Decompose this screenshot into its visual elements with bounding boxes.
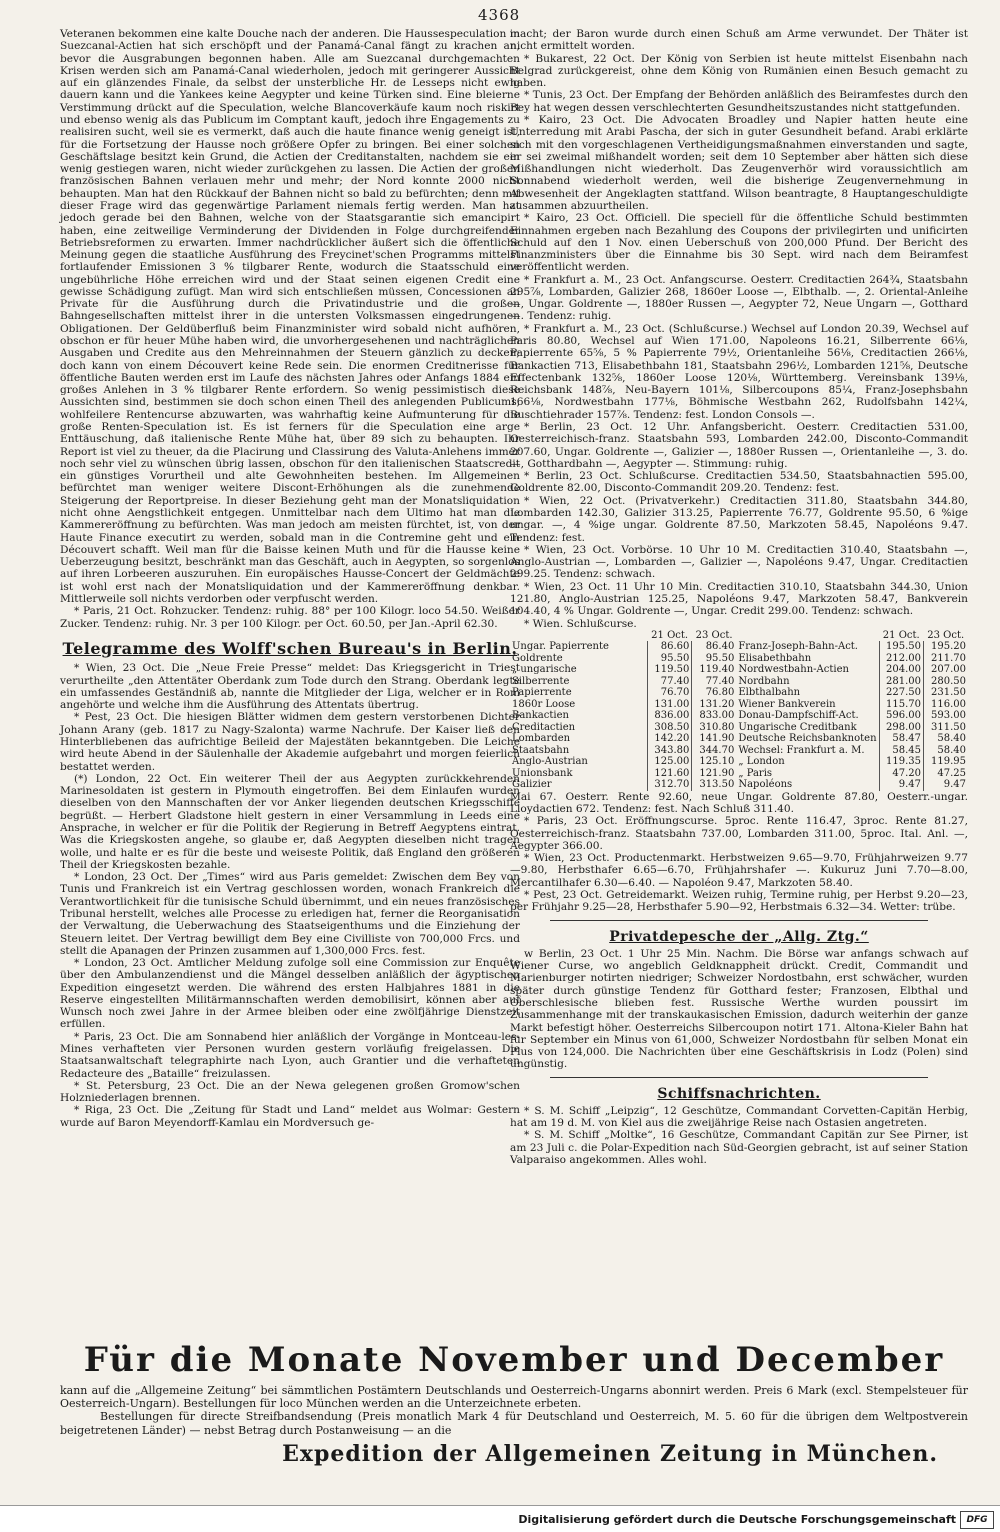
security-name: Bankactien — [512, 710, 569, 722]
date-header: 23 Oct. — [927, 629, 965, 641]
page-number: 4368 — [478, 6, 521, 24]
security-name: Papierrente — [512, 687, 572, 699]
rate-value: 58.40 — [923, 733, 968, 745]
telegram-item: * Wien, 23 Oct. Die „Neue Freie Presse“ meldet: Das Kriegsgericht in Triest verurtheilte „den Attentäter Oberdank zum Tode durch den Strang. Oberdank legte ein umfassendes Geständniß ab, nannte die Mitglieder der Liga, welcher er in Rom angehörte und welche ihm die Ausführung des Attentats übertrug. — [60, 662, 520, 712]
rate-value: 125.00 — [647, 756, 691, 768]
rate-value: 211.70 — [923, 653, 968, 665]
rate-value: 593.00 — [923, 710, 968, 722]
table-row — [510, 756, 968, 768]
divider — [550, 920, 928, 921]
publisher-signature: Expedition der Allgemeinen Zeitung in München. — [282, 1440, 938, 1467]
telegram-item: * Riga, 23 Oct. Die „Zeitung für Stadt und Land“ meldet aus Wolmar: Gestern wurde auf Baron Meyendorff-Kamlau ein Mordversuch ge- — [60, 1104, 520, 1129]
security-name: „ ungarische — [512, 664, 577, 676]
table-row — [510, 641, 968, 653]
rate-value: 281.00 — [879, 676, 923, 688]
vienna-closing-rates-table — [510, 630, 968, 791]
market-report: * Frankfurt a. M., 23 Oct. (Schlußcurse.) Wechsel auf London 20.39, Wechsel auf Paris 80.80, Wechsel auf Wien 171.00, Napoleons 16.21, Silberrente 66⅛, Papierrente 65⅝, 5 % Papierrente 79½, Orientanleihe 56⅛, Creditactien 266⅛, Bankactien 713, Elisabethbahn 181, Staatsbahn 296½, Lombarden 121⅝, Deutsche Effectenbank 132⅝, 1860er Loose 120⅛, Württemberg. Vereinsbank 139⅛, Reichsbank 148⅞, Neu-Bayern 101⅛, Silbercoupons 85¼, Franz-Josephsbahn 166⅛, Nordwestbahn 177⅛, Böhmische Westbahn 262, Rudolfsbahn 142¼, Buschtiehrader 157⅞. Tendenz: fest. London Consols —. — [510, 322, 968, 421]
rate-value: 313.50 — [692, 779, 736, 791]
rate-value: 9.47 — [879, 779, 923, 791]
table-row — [510, 664, 968, 676]
rate-value: 86.60 — [647, 641, 691, 653]
footer-text: Digitalisierung gefördert durch die Deutsche Forschungsgemeinschaft — [518, 1513, 956, 1526]
rate-value: 121.90 — [692, 768, 736, 780]
security-name: Lombarden — [512, 733, 571, 745]
right-column — [510, 28, 968, 1166]
telegrams-headline: Telegramme des Wolff'schen Bureau's in Berlin. — [62, 638, 518, 658]
rate-value: 343.80 — [647, 745, 691, 757]
rate-value: 311.50 — [923, 722, 968, 734]
rate-value: 227.50 — [879, 687, 923, 699]
rate-value: 58.47 — [879, 733, 923, 745]
notice-text — [60, 1384, 968, 1437]
rate-value: 119.95 — [923, 756, 968, 768]
notice-paragraph: Bestellungen für directe Streifbandsendung (Preis monatlich Mark 4 für Deutschland und Oesterreich, M. 5. 60 für die übrigen dem Weltpostverein beigetretenen Länder) — nebst Betrag durch Postanweisung — an die — [60, 1410, 968, 1437]
market-report: * Pest, 23 Oct. Getreidemarkt. Weizen ruhig, Termine ruhig, per Herbst 9.20—23, per Frühjahr 9.25—28, Herbsthafer 5.90—92, Herbstmais 6.32—34. Wetter: trübe. — [510, 889, 968, 914]
market-report: * Wien. Schlußcurse. — [524, 617, 637, 630]
security-name: Unionsbank — [512, 767, 573, 779]
rate-value: 119.40 — [692, 664, 736, 676]
rate-value: 58.40 — [923, 745, 968, 757]
rate-value: 280.50 — [923, 676, 968, 688]
telegram-item: * London, 23 Oct. Amtlicher Meldung zufolge soll eine Commission zur Enquête über den Ambulanzendienst und die Mängel desselben anläßlich der ägyptischen Expedition eingesetzt werden. Die während des ersten Halbjahres 1881 in die Reserve eingestellten Militärmannschaften werden demobilisirt, können aber auf Wunsch noch zwei Jahre in der Armee bleiben oder eine zwölfjährige Dienstzeit erfüllen. — [60, 957, 520, 1031]
market-report: * Frankfurt a. M., 23 Oct. Anfangscurse. Oesterr. Creditactien 264¾, Staatsbahn 295⅞, Lombarden, Galizier 268, 1860er Loose —, Elbthalb. —, 2. Oriental-Anleihe —, Ungar. Goldrente —, 1880er Russen —, Aegypter 72, Neue Ungarn —, Gotthard —. Tendenz: ruhig. — [510, 273, 968, 323]
table-row — [510, 687, 968, 699]
security-name: Franz-Joseph-Bahn-Act. — [738, 641, 858, 653]
article-paragraph: Veteranen bekommen eine kalte Douche nach der anderen. Die Haussespeculation in Suezcanal-Actien hat sich erschöpft und der Panamá-Canal fängt zu krachen an, bevor die Ausgrabungen begonnen haben. Alle am Suezcanal durchgemachten Krisen werden sich am Panamá-Canal wiederholen, jedoch mit geringerer Aussicht auf ein glänzendes Finale, da selbst der unsterbliche Hr. de Lesseps nicht ewig dauern kann und die Yankees keine Aegypter und keine Türken sind. Eine bleierne Verstimmung drückt auf die Speculation, welche Blancoverkäufe kaum noch riskirt und ebenso wenig als das Publicum im Comptant kauft, jedoch ihre Engagements zu realisiren sucht, weil sie es vermerkt, daß auch die haute finance wenig geneigt ist, für die Fortsetzung der Hausse noch größere Opfer zu bringen. Bei einer solchen Geschäftslage besitzt kein Grund, die Actien der Creditanstalten, nachdem sie ein wenig gestiegen waren, nicht wieder zurückgehen zu lassen. Die Actien der großen französischen Bahnen verlauen mehr und mehr; der Nord konnte 2000 nicht behaupten. Man hat den Rückkauf der Bahnen nicht so bald zu befürchten; denn mit dieser Frage wird das gegenwärtige Parlament niemals fertig werden. Man hat jedoch gerade bei den Bahnen, welche von der Staatsgarantie sich emancipirt haben, eine zeitweilige Verminderung der Dividenden in Folge durchgreifender Betriebsreformen zu erwarten. Immer nachdrücklicher äußert sich die öffentliche Meinung gegen die staatliche Ausführung des Freycinet'schen Programms mittelst fortlaufender Emissionen 3 % tilgbarer Rente, wodurch die Staatsschuld eine ungebührliche Höhe erreichen wird und der Staat seinen eigenen Credit eine gewisse Schädigung zufügt. Man wird sich entschließen müssen, Concessionen an Private für die Ausführung durch die Privatindustrie und die großen Bahngesellschaften mittelst ihrer in die untersten Volksmassen eingedrungenen Obligationen. Der Geldüberfluß beim Finanzminister wird sobald nicht aufhören, obschon er für heuer Mühe haben wird, die unvorhergesehenen und nachträglichen Ausgaben und Credite aus den Mehreinnahmen der Steuern gänzlich zu decken; doch kann von einem Découvert keine Rede sein. Die enormen Creditnerisse für öffentliche Bauten werden erst im Laufe des nächsten Jahres oder Anfangs 1884 ein großes Anlehen in 3 % tilgbarer Rente erfordern. So wenig pessimistisch diese Aussichten sind, bestimmen sie doch schon einen Theil des anlegenden Publicums, wohlfeilere Rentencurse abzuwarten, was wahrhaftig keine Aufmunterung für die große Renten-Speculation ist. Es ist ferners für die Speculation eine arge Enttäuschung, daß italienische Rente Mühe hat, über 89 sich zu behaupten. Ihr Report ist viel zu theuer, da die Placirung und Classirung des Valuta-Anlehens immer noch sehr viel zu wünschen übrig lassen, obschon für den italienischen Staatscredit ein günstiges Vorurtheil und alte Gewohnheiten bestehen. Im Allgemeinen befürchtet man weniger weitere Discont-Erhöhungen als die zunehmende Steigerung der Reportpreise. In dieser Beziehung geht man der Monatsliquidation nicht ohne Aengstlichkeit entgegen. Unmittelbar nach dem Ultimo hat man die Kammereröffnung zu befürchten. Was man jedoch am meisten fürchtet, ist, von der Haute Finance executirt zu werden, sobald man in die Contremine geht und ein Découvert schafft. Weil man für die Baisse keinen Muth und für die Hausse keine Ueberzeugung besitzt, beschränkt man das Geschäft, auch in Aegypten, so sorgenlos auf ihren Lorbeeren auszuruhen. Ein europäisches Hausse-Concert der Geldmächte ist wohl erst nach der Monatsliquidation und der Kammereröffnung denkbar. Mittlerweile soll nichts verdorben oder verpfuscht werden. — [60, 28, 520, 605]
market-report: * Wien, 22 Oct. (Privatverkehr.) Creditactien 311.80, Staatsbahn 344.80, Lombarden 142.30, Galizier 313.25, Papierrente 76.77, Goldrente 95.50, 6 %ige ungar. —, 4 %ige ungar. Goldrente 87.50, Markzoten 58.45, Napoléons 9.47. Tendenz: fest. — [510, 494, 968, 544]
date-header: 21 Oct. — [651, 629, 689, 641]
telegram-item: * Kairo, 23 Oct. Officiell. Die speciell für die öffentliche Schuld bestimmten Einnahmen ergeben nach Bezahlung des Coupons der privilegirten und unificirten Schuld auf den 1 Nov. einen Ueberschuß von 200,000 Pfund. Der Bericht des Finanzministers über die Einnahme bis 30 Sept. wird nach dem Beiramfest veröffentlicht werden. — [510, 212, 968, 274]
rate-value: 47.25 — [923, 768, 968, 780]
security-name: Elbthalbahn — [738, 687, 801, 699]
telegram-item: * Pest, 23 Oct. Die hiesigen Blätter widmen dem gestern verstorbenen Dichter Johann Arany (geb. 1817 zu Nagy-Szalonta) warme Nachrufe. Der Kaiser ließ den Hinterbliebenen das aufrichtige Beileid der Majestäten bekanntgeben. Die Leiche wird heute Abend in der Säulenhalle der Akademie aufgebahrt und morgen feierlich bestattet werden. — [60, 711, 520, 773]
telegram-item: * Paris, 23 Oct. Die am Sonnabend hier anläßlich der Vorgänge in Montceau-les-Mines verhafteten vier Personen wurden gestern vorläufig freigelassen. Die Staatsanwaltschaft telegraphirte nach Lyon, auch Grantier und die verhafteten Redacteure des „Bataille“ freizulassen. — [60, 1030, 520, 1080]
security-name: Goldrente — [512, 652, 563, 664]
rate-value: 310.80 — [692, 722, 736, 734]
rate-value: 76.80 — [692, 687, 736, 699]
security-name: Ungarische Creditbank — [738, 721, 857, 733]
telegram-item: macht; der Baron wurde durch einen Schuß am Arme verwundet. Der Thäter ist nicht ermittelt worden. — [510, 28, 968, 53]
market-report: * Wien, 23 Oct. Vorbörse. 10 Uhr 10 M. Creditactien 310.40, Staatsbahn —, Anglo-Austrian —, Lombarden —, Galizier —, Napoléons 9.47, Ungar. Creditactien 299.25. Tendenz: schwach. — [510, 543, 968, 581]
rate-value: 833.00 — [692, 710, 736, 722]
rate-value: 596.00 — [879, 710, 923, 722]
rate-value: 312.70 — [647, 779, 691, 791]
security-name: Elisabethbahn — [738, 652, 812, 664]
table-row — [510, 733, 968, 745]
rate-value: 116.00 — [923, 699, 968, 711]
article-paragraph: * Paris, 21 Oct. Rohzucker. Tendenz: ruhig. 88° per 100 Kilogr. loco 54.50. Weißer Zucker. Tendenz: ruhig. Nr. 3 per 100 Kilogr. per Oct. 60.50, per Jan.-April 62.30. — [60, 605, 520, 630]
rate-value: 142.20 — [647, 733, 691, 745]
date-header: 21 Oct. — [882, 629, 920, 641]
rate-value: 119.35 — [879, 756, 923, 768]
telegram-item: * Bukarest, 22 Oct. Der König von Serbien ist heute mittelst Eisenbahn nach Belgrad zurückgereist, ohne dem König von Rumänien einen Besuch gemacht zu haben. — [510, 52, 968, 90]
security-name: „ Paris — [738, 767, 773, 779]
security-name: Nordbahn — [738, 675, 790, 687]
security-name: Napoléons — [738, 779, 793, 791]
rate-value: 195.50 — [879, 641, 923, 653]
table-row — [510, 710, 968, 722]
market-report: * Berlin, 23 Oct. Schlußcurse. Creditactien 534.50, Staatsbahnactien 595.00, Goldrente 82.00, Disconto-Commandit 209.20. Tendenz: fest. — [510, 470, 968, 495]
security-name: Staatsbahn — [512, 744, 570, 756]
divider — [550, 1077, 928, 1078]
security-name: Deutsche Reichsbanknoten — [738, 733, 877, 745]
security-name: Wechsel: Frankfurt a. M. — [738, 744, 865, 756]
market-report: Mai 67. Oesterr. Rente 92.60, neue Ungar. Goldrente 87.80, Oesterr.-ungar. Lloydactien 672. Tendenz: fest. Nach Schluß 311.40. — [510, 790, 968, 816]
table-row — [510, 779, 968, 791]
dfg-logo-icon: DFG — [960, 1511, 994, 1529]
rate-value: 207.00 — [923, 664, 968, 676]
table-row — [510, 676, 968, 688]
security-name: Anglo-Austrian — [512, 756, 588, 768]
rate-value: 86.40 — [692, 641, 736, 653]
ship-news-item: * S. M. Schiff „Leipzig“, 12 Geschütze, Commandant Corvetten-Capitän Herbig, hat am 19 d. M. von Kiel aus die zweijährige Reise nach Ostasien angetreten. — [510, 1104, 968, 1130]
telegram-item: * Kairo, 23 Oct. Die Advocaten Broadley und Napier hatten heute eine Unterredung mit Arabi Pascha, der sich in guter Gesundheit befand. Arabi erklärte sich mit den vorgeschlagenen Vertheidigungsmaßnahmen einverstanden und sagte, er sei zweimal mißhandelt worden; seit dem 10 September aber hätten sich diese Mißhandlungen nicht wiederholt. Das Zeugenverhör wird voraussichtlich am Sonnabend wiederholt werden, weil die bisherige Zeugenvernehmung in Abwesenheit der Angeklagten stattfand. Wilson beantragte, 8 Hauptangeschuldigte zusammen abzuurtheilen. — [510, 113, 968, 212]
rate-value: 95.50 — [692, 653, 736, 665]
telegram-item: * Tunis, 23 Oct. Der Empfang der Behörden anläßlich des Beiramfestes durch den Bey hat wegen dessen verschlechterten Gesundheitszustandes nicht stattgefunden. — [510, 89, 968, 114]
security-name: Creditactien — [512, 721, 576, 733]
rate-value: 58.45 — [879, 745, 923, 757]
rate-value: 47.20 — [879, 768, 923, 780]
rate-value: 9.47 — [923, 779, 968, 791]
market-report: * Wien, 23 Oct. 11 Uhr 10 Min. Creditactien 310.10, Staatsbahn 344.30, Union 121.80, Anglo-Austrian 125.25, Napoléons 9.47, Markzoten 58.47, Bankverein 104.40, 4 % Ungar. Goldrente —, Ungar. Credit 299.00. Tendenz: schwach. — [510, 580, 968, 618]
rate-value: 141.90 — [692, 733, 736, 745]
rate-value: 77.40 — [647, 676, 691, 688]
rate-value: 308.50 — [647, 722, 691, 734]
private-dispatch-text: w Berlin, 23 Oct. 1 Uhr 25 Min. Nachm. Die Börse war anfangs schwach auf Wiener Curse, wo angeblich Geldknappheit drückt. Credit, Commandit und Marienburger notirten niedriger; Schweizer Nordostbahn, erst schwächer, wurden später durch günstige Tendenz für Gotthard fester; Franzosen, Elbthal und Oberschlesische blieben fest. Russische Werthe wurden poussirt im Zusammenhange mit der transkaukasischen Emission, dadurch weiterhin der ganze Markt befestigt höher. Oesterreichs Silbercoupon notirt 171. Altona-Kieler Bahn hat für September ein Minus von 61,000, Schweizer Nordostbahn für selben Monat ein Plus von 124,000. Die Nachrichten über eine Geschäftskrisis in Lodz (Polen) sind ungünstig. — [510, 947, 968, 1071]
rate-value: 131.20 — [692, 699, 736, 711]
security-name: Galizier — [512, 779, 552, 791]
rate-value: 344.70 — [692, 745, 736, 757]
private-dispatch-headline: Privatdepesche der „Allg. Ztg.“ — [609, 928, 869, 945]
security-name: Silberrente — [512, 675, 570, 687]
telegram-item: * St. Petersburg, 23 Oct. Die an der Newa gelegenen großen Gromow'schen Holzniederlagen brennen. — [60, 1079, 520, 1105]
table-row — [510, 699, 968, 711]
market-report: * Paris, 23 Oct. Eröffnungscurse. 5proc. Rente 116.47, 3proc. Rente 81.27, Oesterreichisch-franz. Staatsbahn 737.00, Lombarden 311.00, 5proc. Ital. Anl. —, Aegypter 366.00. — [510, 815, 968, 852]
table-row — [510, 722, 968, 734]
ship-news-item: * S. M. Schiff „Moltke“, 16 Geschütze, Commandant Capitän zur See Pirner, ist am 23 Juli c. die Polar-Expedition nach Süd-Georgien gebracht, ist auf seiner Station Valparaiso angekommen. Alles wohl. — [510, 1129, 968, 1166]
rate-value: 77.40 — [692, 676, 736, 688]
rate-value: 131.00 — [647, 699, 691, 711]
subscription-notice — [60, 1340, 968, 1467]
rate-value: 212.00 — [879, 653, 923, 665]
market-report: * Wien, 23 Oct. Productenmarkt. Herbstweizen 9.65—9.70, Frühjahrweizen 9.77—9.80, Herbsthafer 6.65—6.70, Frühjahrshafer —. Kukuruz Juni 7.70—8.00, Mercantilhafer 6.30—6.40. — Napoléon 9.47, Markzoten 58.40. — [510, 852, 968, 889]
digitization-footer — [0, 1505, 1000, 1532]
market-report: * Berlin, 23 Oct. 12 Uhr. Anfangsbericht. Oesterr. Creditactien 531.00, Oesterreichisch-franz. Staatsbahn 593, Lombarden 242.00, Disconto-Commandit 207.60, Ungar. Goldrente —, Galizier —, 1880er Russen —, Orientanleihe —, 3. do. —, Gotthardbahn —, Aegypter —. Stimmung: ruhig. — [510, 421, 968, 470]
rate-value: 119.50 — [647, 664, 691, 676]
rate-value: 231.50 — [923, 687, 968, 699]
rate-value: 121.60 — [647, 768, 691, 780]
table-row — [510, 768, 968, 780]
notice-title: Für die Monate November und December — [83, 1340, 945, 1380]
security-name: „ London — [738, 756, 785, 768]
table-row — [510, 653, 968, 665]
rate-value: 195.20 — [923, 641, 968, 653]
security-name: 1860r Loose — [512, 698, 576, 710]
security-name: Wiener Bankverein — [738, 698, 836, 710]
rate-value: 836.00 — [647, 710, 691, 722]
rate-value: 76.70 — [647, 687, 691, 699]
date-header: 23 Oct. — [695, 629, 733, 641]
telegram-item: (*) London, 22 Oct. Ein weiterer Theil der aus Aegypten zurückkehrenden Marinesoldaten ist gestern in Plymouth eingetroffen. Bei dem Einlaufen wurden dieselben von den Mannschaften der vor Anker liegenden deutschen Kriegsschiffe begrüßt. — Herbert Gladstone hielt gestern in einer Versammlung in Leeds eine Ansprache, in welcher er für die Politik der Regierung in Betreff Aegyptens eintrat. Was die Kriegskosten angehe, so glaube er, daß Aegypten dieselben nicht tragen wolle, und halte er es für die beste und weiseste Politik, daß England den größeren Theil der Kriegskosten bezahle. — [60, 772, 520, 871]
rate-value: 95.50 — [647, 653, 691, 665]
notice-paragraph: kann auf die „Allgemeine Zeitung“ bei sämmtlichen Postämtern Deutschlands und Oesterreich-Ungarns abonnirt werden. Preis 6 Mark (excl. Stempelsteuer für Oesterreich-Ungarn). Bestellungen für loco München werden an die Unterzeichnete erbeten. — [60, 1384, 968, 1411]
rate-value: 115.70 — [879, 699, 923, 711]
security-name: Donau-Dampfschiff-Act. — [738, 710, 859, 722]
security-name: Nordwestbahn-Actien — [738, 664, 849, 676]
rate-value: 125.10 — [692, 756, 736, 768]
ship-news-headline: Schiffsnachrichten. — [657, 1085, 821, 1102]
rate-value: 204.00 — [879, 664, 923, 676]
table-row — [510, 745, 968, 757]
left-column — [60, 28, 520, 1129]
security-name: Ungar. Papierrente — [512, 641, 609, 653]
rate-value: 298.00 — [879, 722, 923, 734]
table-header-row — [510, 630, 968, 642]
telegram-item: * London, 23 Oct. Der „Times“ wird aus Paris gemeldet: Zwischen dem Bey von Tunis und Frankreich ist ein Vertrag geschlossen worden, wonach Frankreich die Verantwortlichkeit für die tunisische Schuld übernimmt, und ein neues französisches Tribunal herstellt, welches alle Processe zu erledigen hat, ferner die Reorganisation der Verwaltung, die Ueberwachung des Staatseigenthums und die Einziehung der Steuern leitet. Der Vertrag bewilligt dem Bey eine Civilliste von 700,000 Frcs. und stellt die Apanagen der Prinzen zusammen auf 1,300,000 Frcs. fest. — [60, 871, 520, 957]
